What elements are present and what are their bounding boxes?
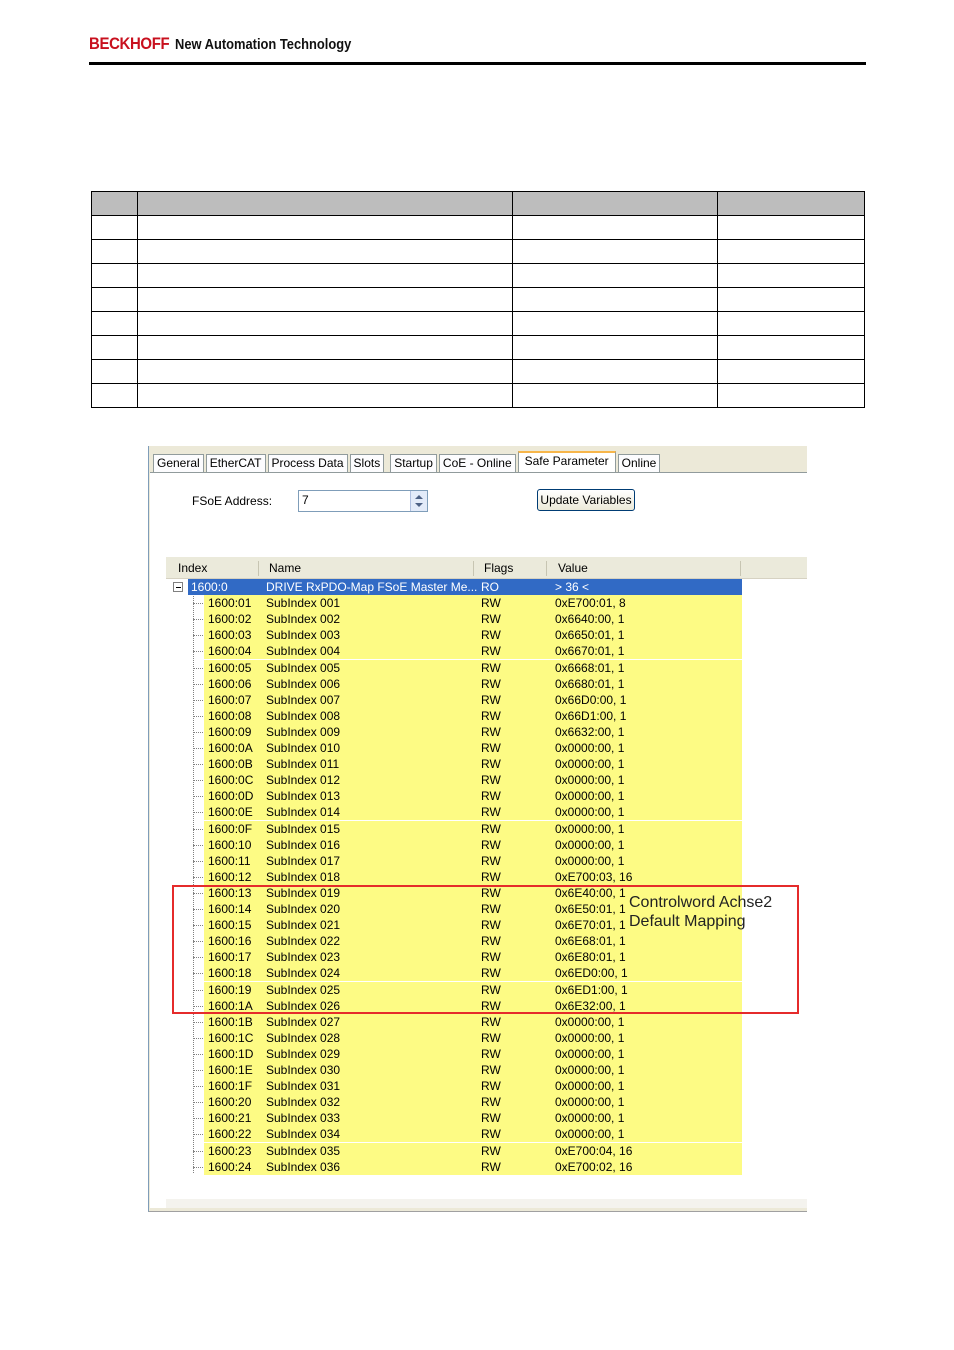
cell-flags: RW <box>481 805 501 819</box>
table-cell <box>92 288 138 312</box>
table-row <box>92 288 865 312</box>
cell-name: SubIndex 033 <box>266 1111 341 1125</box>
column-separator[interactable] <box>258 561 259 576</box>
arrow-down-icon[interactable] <box>415 503 423 507</box>
table-cell <box>138 240 513 264</box>
cell-index: 1600:0B <box>208 757 253 771</box>
cell-flags: RW <box>481 741 501 755</box>
arrow-up-icon[interactable] <box>415 495 423 499</box>
table-row <box>92 336 865 360</box>
cell-value: 0x0000:00, 1 <box>555 757 625 771</box>
cell-name: SubIndex 034 <box>266 1127 341 1141</box>
table-row[interactable] <box>166 853 807 869</box>
cell-index: 1600:0D <box>208 789 254 803</box>
cell-flags: RW <box>481 902 501 916</box>
cell-flags: RW <box>481 693 501 707</box>
table-cell <box>92 360 138 384</box>
cell-flags: RW <box>481 1111 501 1125</box>
cell-flags: RW <box>481 1015 501 1029</box>
table-cell <box>138 288 513 312</box>
table-cell <box>513 216 718 240</box>
cell-value: 0x6632:00, 1 <box>555 725 625 739</box>
cell-index: 1600:02 <box>208 612 252 626</box>
cell-value: 0x6E40:00, 1 <box>555 886 626 900</box>
table-cell <box>138 336 513 360</box>
cell-index: 1600:03 <box>208 628 252 642</box>
cell-index: 1600:14 <box>208 902 252 916</box>
cell-name: SubIndex 009 <box>266 725 341 739</box>
cell-value: > 36 < <box>555 580 590 594</box>
cell-value: 0x6E80:01, 1 <box>555 950 626 964</box>
cell-name: SubIndex 003 <box>266 628 341 642</box>
table-cell <box>92 336 138 360</box>
table-header-row <box>92 192 865 216</box>
table-row[interactable] <box>166 692 807 708</box>
table-cell <box>718 336 865 360</box>
table-row[interactable] <box>166 1078 807 1094</box>
cell-value: 0x0000:00, 1 <box>555 741 625 755</box>
empty-table <box>91 191 865 408</box>
table-cell <box>92 384 138 408</box>
parent-row[interactable] <box>166 579 807 595</box>
cell-value: 0x6E32:00, 1 <box>555 999 626 1013</box>
cell-value: 0x6668:01, 1 <box>555 661 625 675</box>
cell-index: 1600:10 <box>208 838 252 852</box>
table-cell <box>138 192 513 216</box>
table-cell <box>513 240 718 264</box>
table-row[interactable] <box>166 804 807 820</box>
spin-buttons[interactable] <box>410 491 427 511</box>
annotation-note <box>629 893 772 931</box>
cell-name: SubIndex 029 <box>266 1047 341 1061</box>
cell-name: SubIndex 001 <box>266 596 341 610</box>
cell-index: 1600:1D <box>208 1047 254 1061</box>
cell-index: 1600:0C <box>208 773 254 787</box>
cell-value: 0x0000:00, 1 <box>555 838 625 852</box>
table-row <box>92 312 865 336</box>
cell-value: 0x0000:00, 1 <box>555 1063 625 1077</box>
table-row[interactable] <box>166 756 807 772</box>
cell-flags: RW <box>481 1144 501 1158</box>
tab-strip <box>153 452 662 472</box>
collapse-icon[interactable] <box>173 582 183 592</box>
safe-parameter-panel <box>150 472 807 1208</box>
fsoe-address-spinbox[interactable] <box>298 490 428 512</box>
table-cell <box>138 360 513 384</box>
cell-index: 1600:1A <box>208 999 253 1013</box>
cell-flags: RW <box>481 1047 501 1061</box>
cell-value: 0x0000:00, 1 <box>555 1079 625 1093</box>
parameter-list[interactable] <box>166 557 807 1208</box>
cell-value: 0x0000:00, 1 <box>555 1047 625 1061</box>
cell-flags: RW <box>481 628 501 642</box>
cell-flags: RW <box>481 950 501 964</box>
table-cell <box>138 384 513 408</box>
cell-name: SubIndex 036 <box>266 1160 341 1174</box>
cell-index: 1600:1C <box>208 1031 254 1045</box>
cell-value: 0x6E70:01, 1 <box>555 918 626 932</box>
tab-slots[interactable]: Slots <box>350 454 385 472</box>
cell-index: 1600:16 <box>208 934 252 948</box>
table-row <box>92 240 865 264</box>
cell-index: 1600:1B <box>208 1015 253 1029</box>
table-row[interactable] <box>166 740 807 756</box>
table-cell <box>513 360 718 384</box>
table-row[interactable] <box>166 595 807 611</box>
cell-name: SubIndex 020 <box>266 902 341 916</box>
cell-index: 1600:21 <box>208 1111 252 1125</box>
cell-flags: RW <box>481 757 501 771</box>
table-cell <box>513 336 718 360</box>
table-cell <box>513 312 718 336</box>
table-cell <box>92 216 138 240</box>
cell-flags: RW <box>481 1127 501 1141</box>
cell-index: 1600:11 <box>208 854 251 868</box>
cell-name: SubIndex 015 <box>266 822 341 836</box>
cell-flags: RW <box>481 1079 501 1093</box>
cell-value: 0xE700:01, 8 <box>555 596 626 610</box>
cell-name: SubIndex 028 <box>266 1031 341 1045</box>
table-row <box>92 384 865 408</box>
table-cell <box>92 192 138 216</box>
column-separator[interactable] <box>546 561 547 576</box>
table-cell <box>513 264 718 288</box>
table-cell <box>718 264 865 288</box>
cell-flags: RW <box>481 1063 501 1077</box>
cell-flags: RW <box>481 789 501 803</box>
cell-flags: RW <box>481 854 501 868</box>
tab-coe-online[interactable]: CoE - Online <box>439 454 516 472</box>
cell-value: 0x0000:00, 1 <box>555 1127 625 1141</box>
cell-flags: RW <box>481 773 501 787</box>
table-row[interactable] <box>166 788 807 804</box>
cell-name: SubIndex 022 <box>266 934 341 948</box>
cell-flags: RW <box>481 999 501 1013</box>
table-row[interactable] <box>166 1014 807 1030</box>
cell-value: 0x0000:00, 1 <box>555 1095 625 1109</box>
cell-name: SubIndex 007 <box>266 693 341 707</box>
cell-flags: RW <box>481 966 501 980</box>
cell-flags: RW <box>481 709 501 723</box>
table-row[interactable] <box>166 643 807 659</box>
table-row[interactable] <box>166 660 807 676</box>
cell-name: SubIndex 035 <box>266 1144 341 1158</box>
cell-flags: RW <box>481 596 501 610</box>
col-value-header[interactable]: Value <box>558 561 588 575</box>
cell-value: 0xE700:03, 16 <box>555 870 633 884</box>
cell-flags: RW <box>481 870 501 884</box>
cell-name: SubIndex 031 <box>266 1079 341 1093</box>
table-cell <box>718 216 865 240</box>
cell-index: 1600:04 <box>208 644 252 658</box>
cell-flags: RW <box>481 1031 501 1045</box>
table-row[interactable] <box>166 1110 807 1126</box>
cell-index: 1600:0E <box>208 805 253 819</box>
cell-name: SubIndex 016 <box>266 838 341 852</box>
cell-flags: RW <box>481 934 501 948</box>
cell-value: 0x0000:00, 1 <box>555 1031 625 1045</box>
cell-index: 1600:1E <box>208 1063 253 1077</box>
table-row[interactable] <box>166 1062 807 1078</box>
table-row[interactable] <box>166 772 807 788</box>
cell-value: 0x6680:01, 1 <box>555 677 625 691</box>
tab-startup[interactable]: Startup <box>390 454 437 472</box>
column-separator[interactable] <box>740 561 741 576</box>
cell-value: 0x66D1:00, 1 <box>555 709 627 723</box>
table-row[interactable] <box>166 1094 807 1110</box>
table-cell <box>718 288 865 312</box>
cell-name: SubIndex 024 <box>266 966 341 980</box>
cell-index: 1600:0F <box>208 822 253 836</box>
cell-flags: RW <box>481 822 501 836</box>
cell-index: 1600:22 <box>208 1127 252 1141</box>
fsoe-address-value: 7 <box>302 493 309 507</box>
cell-index: 1600:08 <box>208 709 252 723</box>
cell-index: 1600:24 <box>208 1160 252 1174</box>
cell-flags: RW <box>481 918 501 932</box>
cell-index: 1600:12 <box>208 870 252 884</box>
cell-value: 0x6ED1:00, 1 <box>555 983 628 997</box>
table-cell <box>718 240 865 264</box>
cell-value: 0x6670:01, 1 <box>555 644 625 658</box>
cell-value: 0x6E50:01, 1 <box>555 902 626 916</box>
table-row[interactable] <box>166 1126 807 1142</box>
annotation-line-2: Default Mapping <box>629 913 746 930</box>
cell-value: 0xE700:02, 16 <box>555 1160 633 1174</box>
table-row[interactable] <box>166 627 807 643</box>
tab-safe-parameter[interactable]: Safe Parameter <box>518 451 616 473</box>
table-row[interactable] <box>166 676 807 692</box>
table-cell <box>138 216 513 240</box>
table-cell <box>92 264 138 288</box>
cell-index: 1600:17 <box>208 950 252 964</box>
tab-process-data[interactable]: Process Data <box>268 454 348 472</box>
cell-name: SubIndex 032 <box>266 1095 341 1109</box>
cell-name: SubIndex 025 <box>266 983 341 997</box>
cell-name: SubIndex 027 <box>266 1015 341 1029</box>
cell-flags: RW <box>481 983 501 997</box>
table-row <box>92 264 865 288</box>
cell-name: SubIndex 026 <box>266 999 341 1013</box>
col-index-header[interactable]: Index <box>178 561 208 575</box>
table-cell <box>513 288 718 312</box>
cell-value: 0x0000:00, 1 <box>555 854 625 868</box>
cell-value: 0x0000:00, 1 <box>555 822 625 836</box>
table-row[interactable] <box>166 837 807 853</box>
cell-name: SubIndex 002 <box>266 612 341 626</box>
cell-name: SubIndex 010 <box>266 741 341 755</box>
cell-index: 1600:01 <box>208 596 252 610</box>
brand-tagline: New Automation Technology <box>175 36 352 53</box>
column-separator[interactable] <box>473 561 474 576</box>
cell-flags: RW <box>481 644 501 658</box>
cell-flags: RW <box>481 838 501 852</box>
cell-index: 1600:23 <box>208 1144 252 1158</box>
cell-name: DRIVE RxPDO-Map FSoE Master Me... <box>266 580 478 594</box>
table-cell <box>718 360 865 384</box>
cell-flags: RW <box>481 1095 501 1109</box>
cell-name: SubIndex 021 <box>266 918 341 932</box>
cell-name: SubIndex 005 <box>266 661 341 675</box>
tab-general[interactable]: General <box>153 454 204 472</box>
table-row[interactable] <box>166 1046 807 1062</box>
cell-name: SubIndex 008 <box>266 709 341 723</box>
cell-value: 0x6E68:01, 1 <box>555 934 626 948</box>
cell-name: SubIndex 023 <box>266 950 341 964</box>
cell-name: SubIndex 012 <box>266 773 341 787</box>
page-header <box>89 34 380 56</box>
cell-index: 1600:05 <box>208 661 252 675</box>
table-cell <box>92 312 138 336</box>
table-row[interactable] <box>166 869 807 885</box>
cell-flags: RW <box>481 661 501 675</box>
cell-flags: RW <box>481 677 501 691</box>
cell-index: 1600:15 <box>208 918 252 932</box>
cell-flags: RW <box>481 1160 501 1174</box>
cell-value: 0x0000:00, 1 <box>555 1015 625 1029</box>
header-rule <box>89 62 866 65</box>
twincat-dialog <box>148 446 807 1212</box>
cell-value: 0x0000:00, 1 <box>555 805 625 819</box>
table-cell <box>138 264 513 288</box>
cell-index: 1600:20 <box>208 1095 252 1109</box>
tab-online[interactable]: Online <box>618 454 661 472</box>
cell-value: 0x0000:00, 1 <box>555 1111 625 1125</box>
table-cell <box>718 192 865 216</box>
table-cell <box>513 192 718 216</box>
brand-logo: BECKHOFF <box>89 34 170 53</box>
list-header <box>166 557 807 580</box>
cell-index: 1600:0 <box>191 580 228 594</box>
cell-name: SubIndex 013 <box>266 789 341 803</box>
cell-name: SubIndex 014 <box>266 805 341 819</box>
table-row[interactable] <box>166 1143 807 1159</box>
cell-index: 1600:18 <box>208 966 252 980</box>
table-row[interactable] <box>166 1030 807 1046</box>
annotation-line-1: Controlword Achse2 <box>629 894 773 911</box>
cell-index: 1600:06 <box>208 677 252 691</box>
cell-index: 1600:19 <box>208 983 252 997</box>
cell-index: 1600:07 <box>208 693 252 707</box>
cell-value: 0x6650:01, 1 <box>555 628 625 642</box>
cell-name: SubIndex 006 <box>266 677 341 691</box>
fsoe-address-label: FSoE Address: <box>192 494 273 508</box>
cell-value: 0x66D0:00, 1 <box>555 693 627 707</box>
cell-index: 1600:0A <box>208 741 253 755</box>
cell-flags: RO <box>481 580 499 594</box>
col-flags-header[interactable]: Flags <box>484 561 514 575</box>
table-cell <box>513 384 718 408</box>
table-cell <box>718 384 865 408</box>
table-row[interactable] <box>166 724 807 740</box>
cell-name: SubIndex 011 <box>266 757 340 771</box>
col-name-header[interactable]: Name <box>269 561 302 575</box>
cell-value: 0x6640:00, 1 <box>555 612 625 626</box>
cell-name: SubIndex 030 <box>266 1063 341 1077</box>
cell-name: SubIndex 019 <box>266 886 341 900</box>
cell-index: 1600:13 <box>208 886 252 900</box>
cell-value: 0x0000:00, 1 <box>555 789 625 803</box>
table-row[interactable] <box>166 821 807 837</box>
cell-index: 1600:1F <box>208 1079 253 1093</box>
update-variables-button[interactable]: Update Variables <box>537 489 635 511</box>
cell-name: SubIndex 018 <box>266 870 341 884</box>
cell-flags: RW <box>481 612 501 626</box>
cell-index: 1600:09 <box>208 725 252 739</box>
table-cell <box>138 312 513 336</box>
table-row[interactable] <box>166 1159 807 1175</box>
cell-value: 0x0000:00, 1 <box>555 773 625 787</box>
table-row[interactable] <box>166 611 807 627</box>
table-row <box>92 216 865 240</box>
table-cell <box>718 312 865 336</box>
table-cell <box>92 240 138 264</box>
cell-flags: RW <box>481 725 501 739</box>
cell-name: SubIndex 017 <box>266 854 341 868</box>
cell-name: SubIndex 004 <box>266 644 341 658</box>
cell-value: 0x6ED0:00, 1 <box>555 966 628 980</box>
cell-value: 0xE700:04, 16 <box>555 1144 633 1158</box>
table-row[interactable] <box>166 708 807 724</box>
table-row <box>92 360 865 384</box>
tab-ethercat[interactable]: EtherCAT <box>206 454 266 472</box>
cell-flags: RW <box>481 886 501 900</box>
